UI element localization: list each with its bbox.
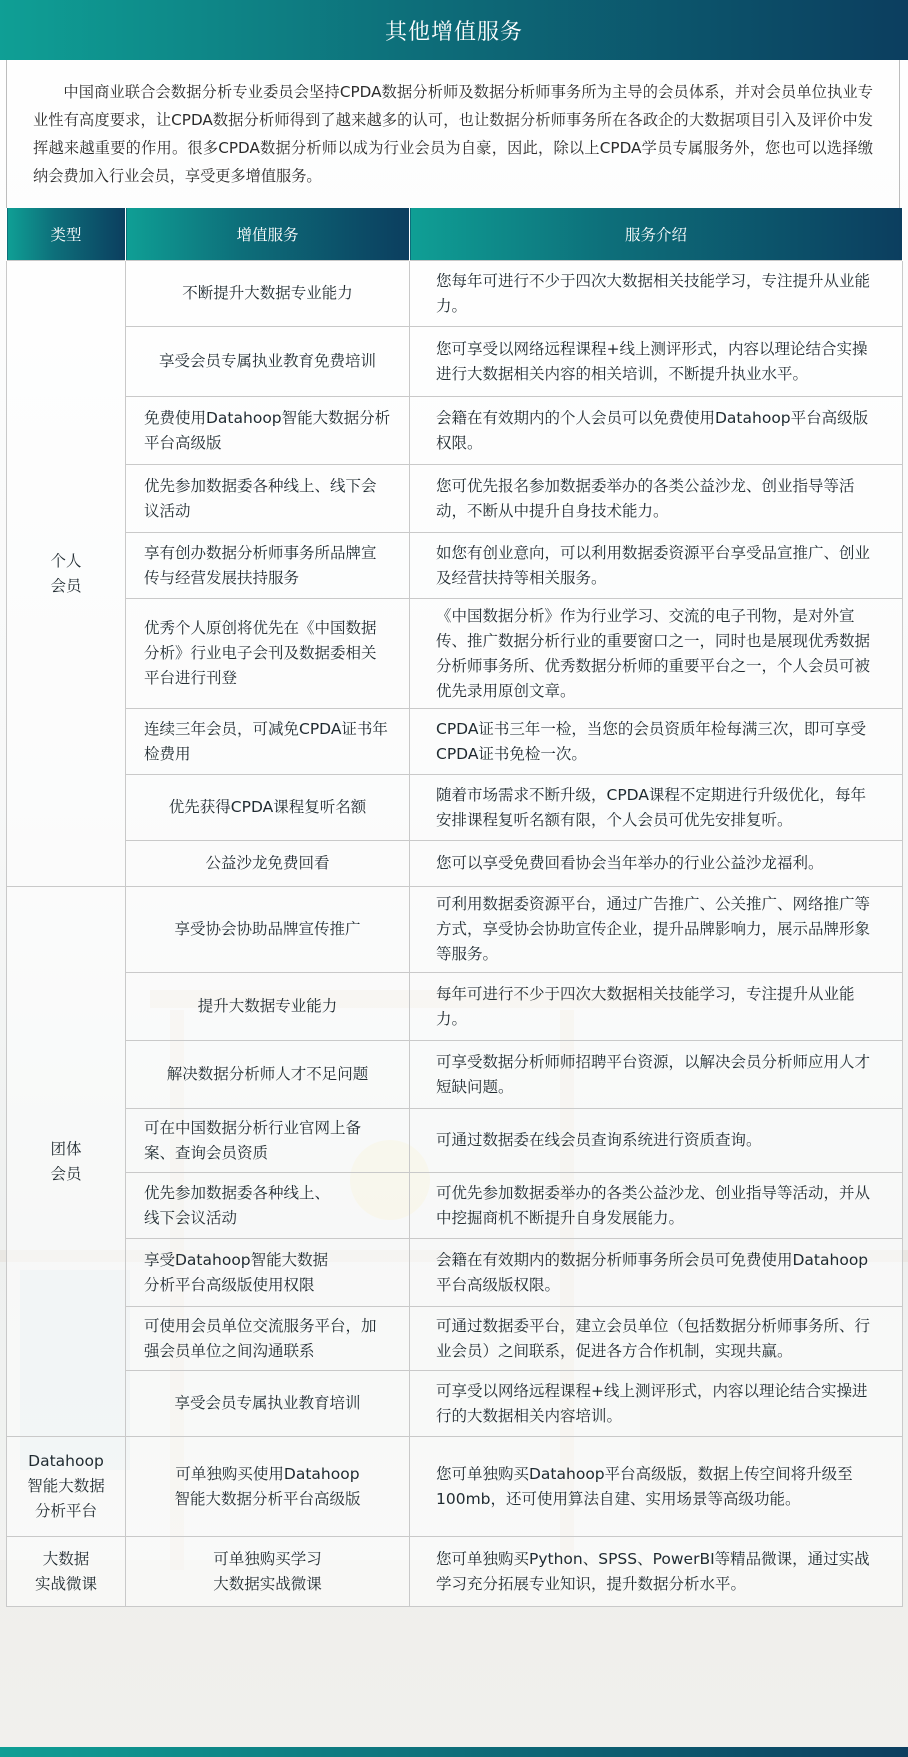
service-name-cell: 优秀个人原创将优先在《中国数据分析》行业电子会刊及数据委相关平台进行刊登 <box>126 599 410 709</box>
table-row <box>7 1307 903 1371</box>
service-name-cell: 享受会员专属执业教育免费培训 <box>126 327 410 397</box>
service-name-cell: 优先参加数据委各种线上、 线下会议活动 <box>126 1173 410 1239</box>
service-description-cell: 您可享受以网络远程课程+线上测评形式，内容以理论结合实操进行大数据相关内容的相关培训，不断提升执业水平。 <box>410 327 903 397</box>
member-type-cell: 团体 会员 <box>7 887 126 1437</box>
header-desc: 服务介绍 <box>410 208 903 261</box>
service-description-cell: 随着市场需求不断升级，CPDA课程不定期进行升级优化，每年安排课程复听名额有限，个人会员可优先安排复听。 <box>410 775 903 841</box>
header-service: 增值服务 <box>126 208 410 261</box>
service-description-cell: 可利用数据委资源平台，通过广告推广、公关推广、网络推广等方式，享受协会协助宣传企业，提升品牌影响力，展示品牌形象等服务。 <box>410 887 903 973</box>
table-row <box>7 599 903 709</box>
service-name-cell: 优先获得CPDA课程复听名额 <box>126 775 410 841</box>
service-name-cell: 享受会员专属执业教育培训 <box>126 1371 410 1437</box>
table-row <box>7 327 903 397</box>
table-row <box>7 261 903 327</box>
table-row <box>7 533 903 599</box>
service-description-cell: 每年可进行不少于四次大数据相关技能学习，专注提升从业能力。 <box>410 973 903 1041</box>
service-name-cell: 可使用会员单位交流服务平台，加强会员单位之间沟通联系 <box>126 1307 410 1371</box>
service-name-cell: 解决数据分析师人才不足问题 <box>126 1041 410 1109</box>
member-type-cell: 个人 会员 <box>7 261 126 887</box>
service-description-cell: 您可优先报名参加数据委举办的各类公益沙龙、创业指导等活动，不断从中提升自身技术能力。 <box>410 465 903 533</box>
table-row <box>7 1239 903 1307</box>
service-description-cell: 如您有创业意向，可以利用数据委资源平台享受品宣推广、创业及经营扶持等相关服务。 <box>410 533 903 599</box>
table-row <box>7 1041 903 1109</box>
service-description-cell: 您可单独购买Datahoop平台高级版，数据上传空间将升级至100mb，还可使用算法自建、实用场景等高级功能。 <box>410 1437 903 1537</box>
table-row <box>7 841 903 887</box>
member-type-cell: 大数据 实战微课 <box>7 1537 126 1607</box>
table-row <box>7 397 903 465</box>
service-name-cell: 提升大数据专业能力 <box>126 973 410 1041</box>
service-description-cell: 《中国数据分析》作为行业学习、交流的电子刊物，是对外宣传、推广数据分析行业的重要窗口之一，同时也是展现优秀数据分析师事务所、优秀数据分析师的重要平台之一，个人会员可被优先录用原创文章。 <box>410 599 903 709</box>
table-row <box>7 1173 903 1239</box>
member-type-cell: Datahoop 智能大数据 分析平台 <box>7 1437 126 1537</box>
service-description-cell: 会籍在有效期内的个人会员可以免费使用Datahoop平台高级版权限。 <box>410 397 903 465</box>
service-description-cell: 您每年可进行不少于四次大数据相关技能学习，专注提升从业能力。 <box>410 261 903 327</box>
services-table <box>6 208 903 1607</box>
footer-bar <box>0 1747 908 1757</box>
service-name-cell: 可单独购买使用Datahoop 智能大数据分析平台高级版 <box>126 1437 410 1537</box>
service-description-cell: 可优先参加数据委举办的各类公益沙龙、创业指导等活动，并从中挖掘商机不断提升自身发展能力。 <box>410 1173 903 1239</box>
service-description-cell: 可通过数据委在线会员查询系统进行资质查询。 <box>410 1109 903 1173</box>
service-name-cell: 免费使用Datahoop智能大数据分析平台高级版 <box>126 397 410 465</box>
service-description-cell: 会籍在有效期内的数据分析师事务所会员可免费使用Datahoop平台高级版权限。 <box>410 1239 903 1307</box>
table-row <box>7 1437 903 1537</box>
intro-paragraph: 中国商业联合会数据分析专业委员会坚持CPDA数据分析师及数据分析师事务所为主导的会员体系，并对会员单位执业专业性有高度要求，让CPDA数据分析师得到了越来越多的认可，也让数据分析师事务所在各政企的大数据项目引入及评价中发挥越来越重要的作用。很多CPDA数据分析师以成为行业会员为自豪，因此，除以上CPDA学员专属服务外，您也可以选择缴纳会费加入行业会员，享受更多增值服务。 <box>6 60 900 208</box>
service-name-cell: 可在中国数据分析行业官网上备案、查询会员资质 <box>126 1109 410 1173</box>
table-row <box>7 973 903 1041</box>
service-name-cell: 享受协会协助品牌宣传推广 <box>126 887 410 973</box>
service-name-cell: 连续三年会员，可减免CPDA证书年检费用 <box>126 709 410 775</box>
service-name-cell: 享受Datahoop智能大数据 分析平台高级版使用权限 <box>126 1239 410 1307</box>
table-header-row <box>7 208 903 261</box>
header-type: 类型 <box>7 208 126 261</box>
service-name-cell: 不断提升大数据专业能力 <box>126 261 410 327</box>
table-row <box>7 1109 903 1173</box>
service-description-cell: 您可以享受免费回看协会当年举办的行业公益沙龙福利。 <box>410 841 903 887</box>
page-header <box>0 0 908 60</box>
service-name-cell: 优先参加数据委各种线上、线下会议活动 <box>126 465 410 533</box>
table-row <box>7 1371 903 1437</box>
table-row <box>7 709 903 775</box>
page-title: 其他增值服务 <box>384 19 523 45</box>
table-row <box>7 465 903 533</box>
table-row <box>7 775 903 841</box>
table-row <box>7 887 903 973</box>
service-description-cell: 可享受以网络远程课程+线上测评形式，内容以理论结合实操进行的大数据相关内容培训。 <box>410 1371 903 1437</box>
service-name-cell: 可单独购买学习 大数据实战微课 <box>126 1537 410 1607</box>
service-description-cell: 您可单独购买Python、SPSS、PowerBI等精品微课，通过实战学习充分拓展专业知识，提升数据分析水平。 <box>410 1537 903 1607</box>
service-name-cell: 公益沙龙免费回看 <box>126 841 410 887</box>
table-row <box>7 1537 903 1607</box>
service-description-cell: CPDA证书三年一检，当您的会员资质年检每满三次，即可享受CPDA证书免检一次。 <box>410 709 903 775</box>
service-description-cell: 可通过数据委平台，建立会员单位（包括数据分析师事务所、行业会员）之间联系，促进各方合作机制，实现共赢。 <box>410 1307 903 1371</box>
service-description-cell: 可享受数据分析师师招聘平台资源，以解决会员分析师应用人才短缺问题。 <box>410 1041 903 1109</box>
service-name-cell: 享有创办数据分析师事务所品牌宣传与经营发展扶持服务 <box>126 533 410 599</box>
